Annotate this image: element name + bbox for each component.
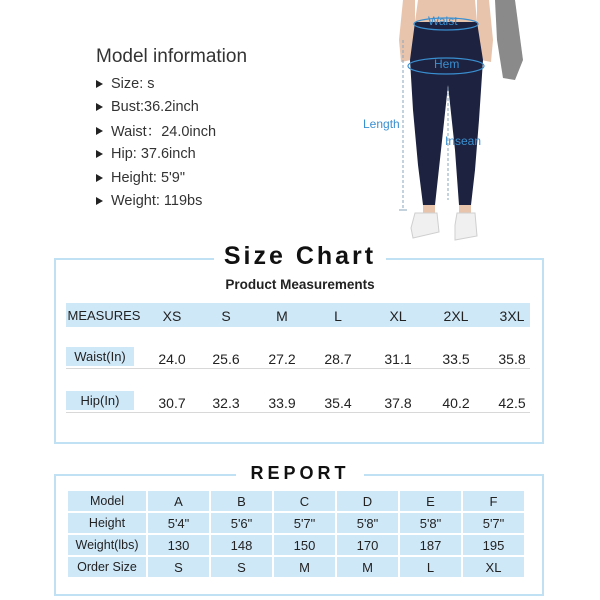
size-chart-title: Size Chart <box>0 242 600 271</box>
table-row <box>68 491 524 511</box>
report-cell: 5'7" <box>463 513 524 533</box>
report-cell: 170 <box>337 535 398 555</box>
report-cell: L <box>400 557 461 577</box>
report-cell: 5'7" <box>274 513 335 533</box>
waist-xl: 31.1 <box>384 351 412 367</box>
hip-xs: 30.7 <box>158 395 186 411</box>
leggings <box>410 22 483 205</box>
report-table <box>66 489 526 579</box>
report-cell: XL <box>463 557 524 577</box>
report-label-height: Height <box>68 513 146 533</box>
row-divider <box>66 368 530 369</box>
row-label-waist: Waist(In) <box>66 347 134 366</box>
hip-xl: 37.8 <box>384 395 412 411</box>
hip-l: 35.4 <box>324 395 352 411</box>
model-info-height <box>96 166 216 190</box>
header-measures: MEASURES <box>67 308 141 323</box>
report-label-model: Model <box>68 491 146 511</box>
report-cell: 187 <box>400 535 461 555</box>
report-cell: 195 <box>463 535 524 555</box>
header-2xl: 2XL <box>443 308 469 324</box>
left-shoe <box>411 213 439 238</box>
arrow-icon <box>96 197 103 205</box>
report-cell: 148 <box>211 535 272 555</box>
size-chart-subtitle: Product Measurements <box>225 277 375 292</box>
report-cell: E <box>400 491 461 511</box>
report-cell: M <box>274 557 335 577</box>
report-cell: F <box>463 491 524 511</box>
report-cell: A <box>148 491 209 511</box>
header-m: M <box>276 308 288 324</box>
report-cell: D <box>337 491 398 511</box>
model-info-list <box>96 72 216 213</box>
waist-xs: 24.0 <box>158 351 186 367</box>
hem-label: Hem <box>434 57 460 71</box>
report-cell: C <box>274 491 335 511</box>
model-info-text: Waist：24.0inch <box>111 124 217 141</box>
report-cell: M <box>337 557 398 577</box>
hip-3xl: 42.5 <box>498 395 526 411</box>
bag-strap <box>495 0 523 80</box>
model-info-text: Height: 5'9" <box>111 169 186 186</box>
header-3xl: 3XL <box>499 308 525 324</box>
report-cell: 5'8" <box>400 513 461 533</box>
row-divider <box>66 412 530 413</box>
arrow-icon <box>96 150 103 158</box>
waist-3xl: 35.8 <box>498 351 526 367</box>
table-row <box>68 557 524 577</box>
table-row <box>68 535 524 555</box>
arrow-icon <box>96 103 103 111</box>
report-cell: S <box>211 557 272 577</box>
report-cell: 5'4" <box>148 513 209 533</box>
model-info-text: Hip: 37.6inch <box>111 146 196 163</box>
hip-2xl: 40.2 <box>442 395 470 411</box>
waist-label: Waist <box>428 14 458 28</box>
model-info-weight <box>96 190 216 214</box>
waist-m: 27.2 <box>268 351 296 367</box>
report-cell: S <box>148 557 209 577</box>
report-title: REPORT <box>0 463 600 484</box>
report-cell: 150 <box>274 535 335 555</box>
right-shoe <box>455 213 477 240</box>
model-info-text: Size: s <box>111 75 155 92</box>
report-label-order-size: Order Size <box>68 557 146 577</box>
model-info-size <box>96 72 216 96</box>
report-cell: B <box>211 491 272 511</box>
inseam-label: Insean <box>445 134 482 148</box>
length-label: Length <box>363 117 400 131</box>
row-label-hip: Hip(In) <box>66 391 134 410</box>
waist-s: 25.6 <box>212 351 240 367</box>
arrow-icon <box>96 127 103 135</box>
report-label-weight: Weight(lbs) <box>68 535 146 555</box>
header-xs: XS <box>162 308 182 324</box>
report-cell: 130 <box>148 535 209 555</box>
report-cell: 5'6" <box>211 513 272 533</box>
model-info-text: Weight: 119bs <box>111 193 203 210</box>
header-s: S <box>221 308 231 324</box>
header-l: L <box>334 308 342 324</box>
model-info-hip <box>96 143 216 167</box>
hip-m: 33.9 <box>268 395 296 411</box>
arrow-icon <box>96 174 103 182</box>
model-info-bust <box>96 96 216 120</box>
table-row <box>68 513 524 533</box>
model-figure <box>355 0 530 250</box>
header-xl: XL <box>389 308 407 324</box>
arrow-icon <box>96 80 103 88</box>
model-info-text: Bust:36.2inch <box>111 99 199 116</box>
report-cell: 5'8" <box>337 513 398 533</box>
waist-2xl: 33.5 <box>442 351 470 367</box>
hip-s: 32.3 <box>212 395 240 411</box>
waist-l: 28.7 <box>324 351 352 367</box>
model-info-waist <box>96 119 216 143</box>
model-info-title: Model information <box>96 46 248 67</box>
